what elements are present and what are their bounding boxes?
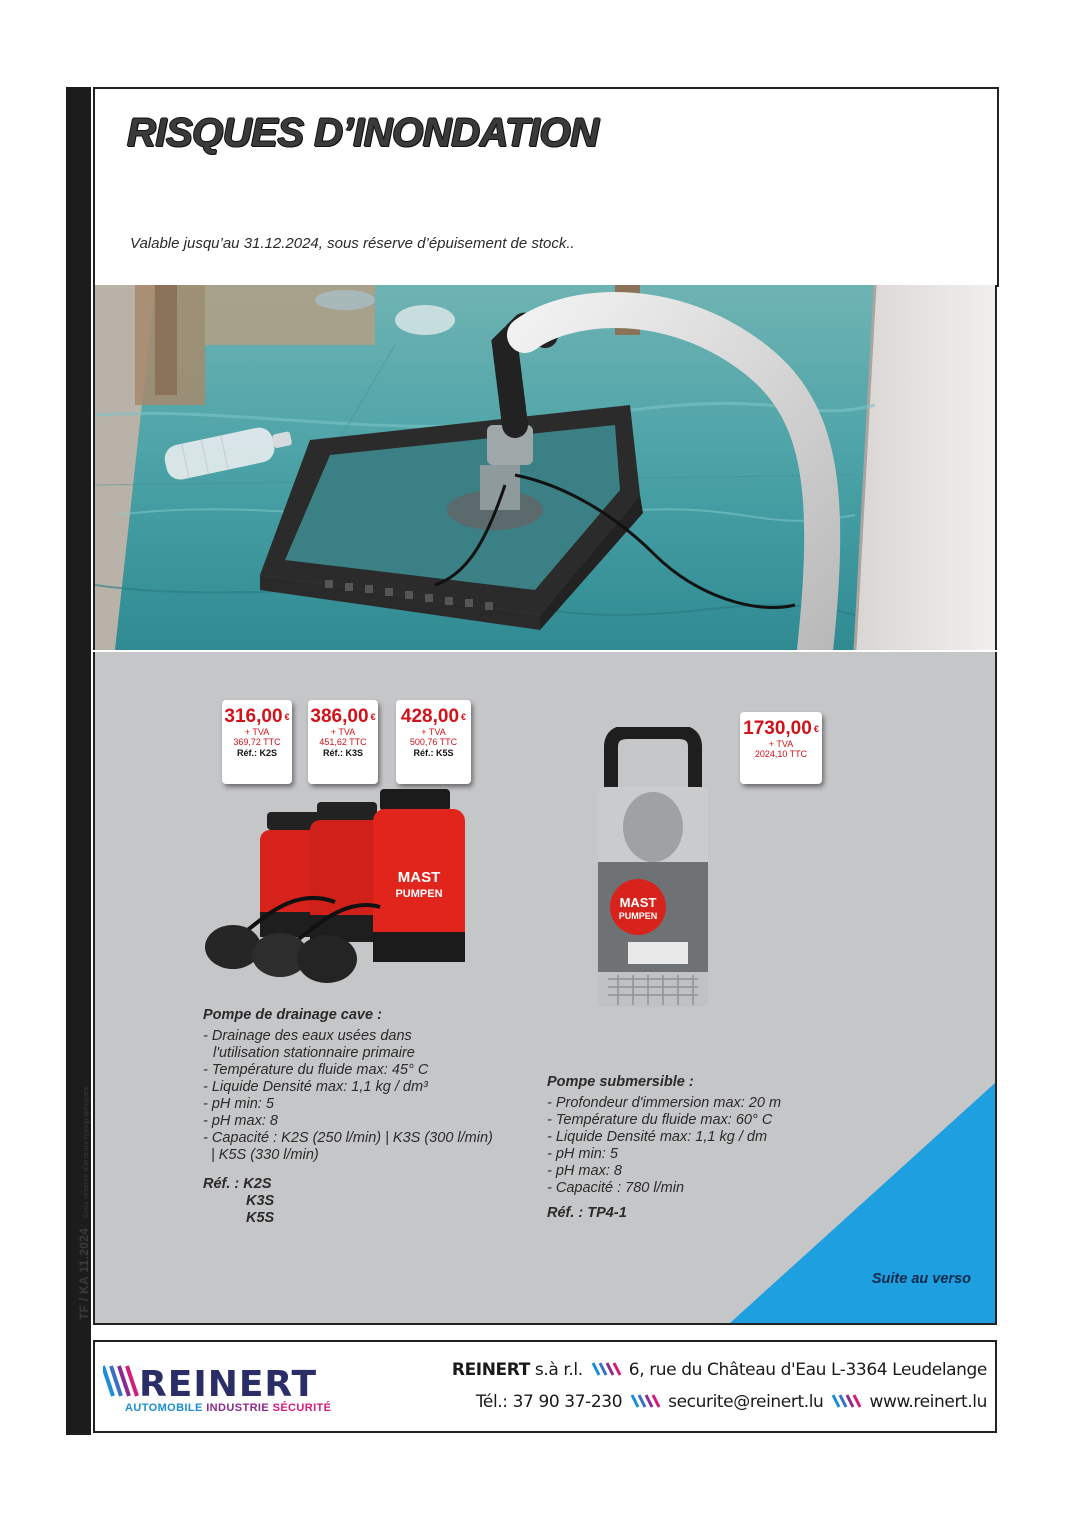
price-tva: + TVA xyxy=(421,727,446,737)
side-reference-text xyxy=(77,1087,91,1320)
spec-line: - Température du fluide max: 60° C xyxy=(547,1112,773,1128)
stripes-icon xyxy=(831,1394,861,1408)
company-address-line xyxy=(452,1360,987,1380)
price-currency: € xyxy=(461,712,467,722)
company-contact-line xyxy=(476,1392,987,1412)
price-tva: + TVA xyxy=(330,727,356,737)
spec-line: - Profondeur d'immersion max: 20 m xyxy=(547,1095,782,1111)
validity-note: Valable jusqu’au 31.12.2024, sous réserve d’épuisement de stock.. xyxy=(130,235,575,252)
spec-line: - pH max: 8 xyxy=(547,1163,622,1179)
price-tag-k2s xyxy=(222,700,292,784)
side-note: Sous réserve d'erreurs typographiques xyxy=(83,1086,90,1219)
price-ttc: 451,62 TTC xyxy=(319,737,367,747)
header-box xyxy=(93,87,999,287)
continued-overleaf-link[interactable]: Suite au verso xyxy=(871,1271,971,1287)
company-email[interactable]: securite@reinert.lu xyxy=(668,1392,824,1412)
spec-line: - Température du fluide max: 45° C xyxy=(203,1062,429,1078)
spec-line: - Capacité : K2S (250 l/min) | K3S (300 l/min) xyxy=(203,1130,493,1146)
drainage-pump-heading: Pompe de drainage cave : xyxy=(203,1007,382,1023)
price-currency: € xyxy=(370,712,376,722)
products-panel xyxy=(93,652,997,1325)
submersible-pump-heading: Pompe submersible : xyxy=(547,1074,694,1090)
spec-line: - Drainage des eaux usées dans xyxy=(203,1028,412,1044)
price-tag-tp4 xyxy=(740,712,822,784)
company-website[interactable]: www.reinert.lu xyxy=(869,1392,987,1412)
spec-line: - pH min: 5 xyxy=(547,1146,618,1162)
price-tva: + TVA xyxy=(244,727,270,737)
company-suffix: s.à r.l. xyxy=(529,1360,583,1380)
price-ttc: 2024,10 TTC xyxy=(754,749,808,759)
submersible-pump-ref: Réf. : TP4-1 xyxy=(547,1205,627,1221)
submersible-pump-image xyxy=(583,727,723,1017)
drainage-pump-ref: Réf. : K2S xyxy=(203,1176,272,1192)
spec-line: - Liquide Densité max: 1,1 kg / dm xyxy=(547,1129,768,1145)
company-address: 6, rue du Château d'Eau L-3364 Leudelange xyxy=(628,1360,987,1380)
price-ref: Réf.: K2S xyxy=(236,748,277,758)
price-tag-k3s xyxy=(308,700,378,784)
flood-scene-illustration xyxy=(95,285,995,650)
footer xyxy=(93,1340,997,1433)
reinert-logo xyxy=(103,1362,353,1422)
price-currency: € xyxy=(813,724,819,734)
spec-line: - pH max: 8 xyxy=(203,1113,278,1129)
spec-line: - Capacité : 780 l/min xyxy=(547,1180,685,1196)
brand-label: MAST xyxy=(397,869,441,886)
price-ref: Réf.: K3S xyxy=(322,748,363,758)
flood-photo xyxy=(93,285,997,650)
price-tag-k5s xyxy=(396,700,471,784)
price-ref: Réf.: K5S xyxy=(413,748,454,758)
side-code: TF / KA 11.2024 xyxy=(77,1227,91,1320)
drainage-pump-ref-extra: K3S xyxy=(246,1193,275,1209)
page-title: RISQUES D’INONDATION xyxy=(127,111,599,155)
spec-line: l'utilisation stationnaire primaire xyxy=(213,1045,415,1061)
drainage-pumps-image xyxy=(205,787,495,1002)
price-ttc: 369,72 TTC xyxy=(233,737,281,747)
submersible-pump-description xyxy=(547,1074,781,1222)
price-tva: + TVA xyxy=(768,739,794,749)
drainage-pump-description xyxy=(203,1007,493,1227)
stripes-icon xyxy=(630,1394,660,1408)
spec-line: | K5S (330 l/min) xyxy=(211,1147,319,1163)
spec-line: - Liquide Densité max: 1,1 kg / dm³ xyxy=(203,1079,428,1095)
logo-word: REINERT xyxy=(139,1364,318,1402)
price-ttc: 500,76 TTC xyxy=(409,737,458,747)
spec-line: - pH min: 5 xyxy=(203,1096,274,1112)
reinert-logo-mark xyxy=(103,1362,353,1402)
price-amount: 428,00 xyxy=(400,706,460,727)
svg-text:MAST: MAST xyxy=(619,895,657,910)
company-name: REINERT xyxy=(451,1360,530,1380)
svg-text:PUMPEN: PUMPEN xyxy=(395,888,443,900)
price-amount: 386,00 xyxy=(310,706,369,727)
svg-text:PUMPEN: PUMPEN xyxy=(618,911,658,921)
company-phone[interactable]: Tél.: 37 90 37-230 xyxy=(475,1392,623,1412)
logo-tagline: AUTOMOBILE INDUSTRIE SÉCURITÉ xyxy=(125,1402,332,1414)
drainage-pump-ref-extra: K5S xyxy=(246,1210,275,1226)
price-currency: € xyxy=(284,712,290,722)
price-amount: 316,00 xyxy=(224,706,283,727)
price-amount: 1730,00 xyxy=(743,718,812,739)
stripes-icon xyxy=(591,1362,621,1376)
